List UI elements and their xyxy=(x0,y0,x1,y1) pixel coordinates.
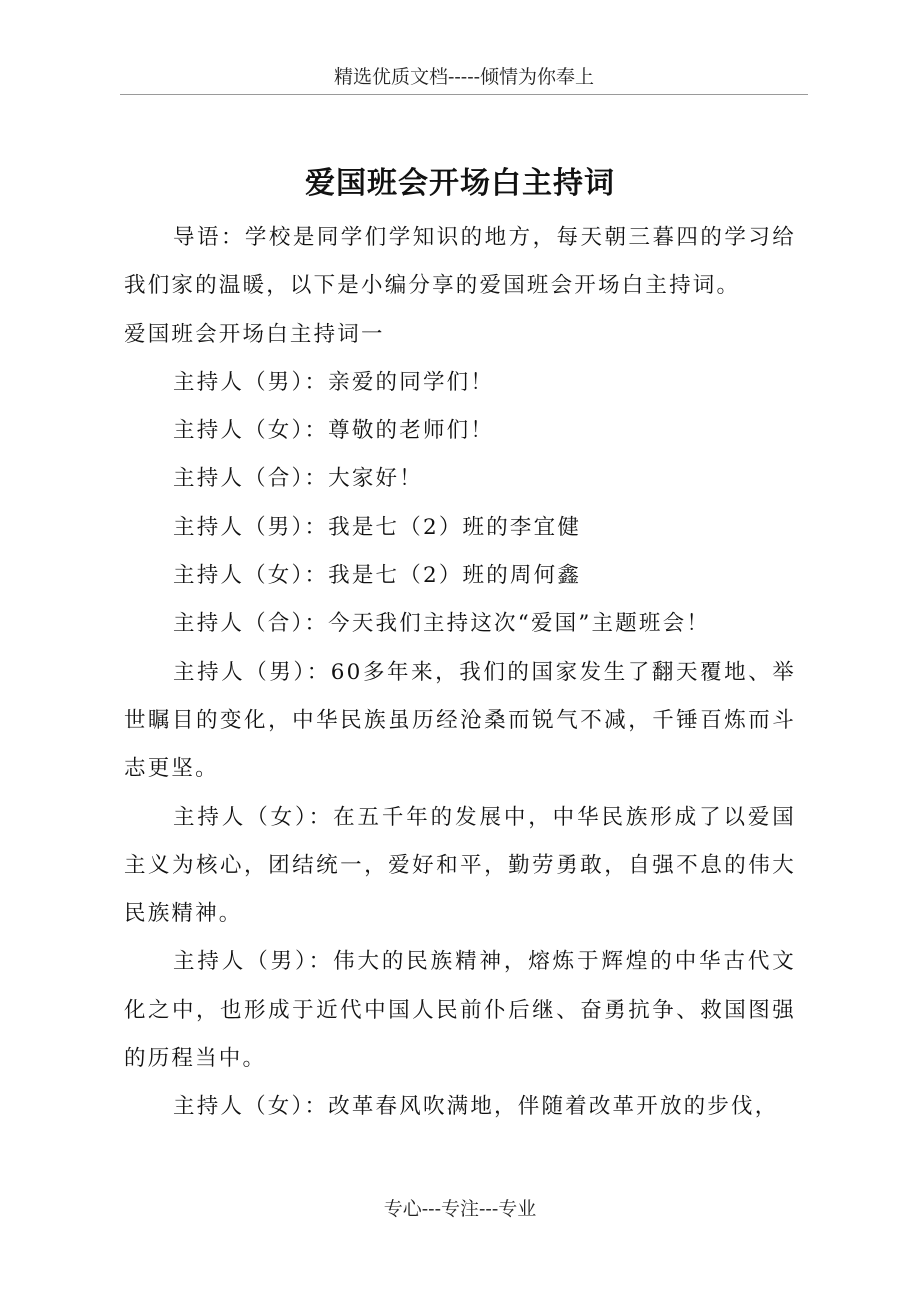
section-heading: 爱国班会开场白主持词一 xyxy=(124,321,385,347)
dialogue-line: 主持人（合）：今天我们主持这次“爱国”主题班会！ xyxy=(173,611,711,637)
dialogue-line: 主持人（男）：伟大的民族精神，熔炼于辉煌的中华古代文化之中，也形成于近代中国人民前仆后继、奋勇抗争、救国图强的历程当中。 xyxy=(124,949,796,1072)
dialogue-line: 主持人（女）：改革春风吹满地，伴随着改革开放的步伐， xyxy=(173,1094,779,1120)
dialogue-line: 主持人（女）：我是七（2）班的周何鑫 xyxy=(173,563,582,589)
header-text: 精选优质文档-----倾情为你奉上 xyxy=(333,66,595,88)
page-header xyxy=(120,62,808,95)
dialogue-line: 主持人（男）：我是七（2）班的李宜健 xyxy=(173,514,582,540)
document-title: 爱国班会开场白主持词 xyxy=(305,166,615,201)
page-footer xyxy=(0,1194,920,1224)
intro-paragraph: 导语：学校是同学们学知识的地方，每天朝三暮四的学习给我们家的温暖，以下是小编分享的爱国班会开场白主持词。 xyxy=(124,225,796,299)
dialogue-line: 主持人（男）：亲爱的同学们！ xyxy=(173,369,495,395)
dialogue-line: 主持人（女）：在五千年的发展中，中华民族形成了以爱国主义为核心，团结统一，爱好和平，勤劳勇敢，自强不息的伟大民族精神。 xyxy=(124,804,796,927)
footer-text: 专心---专注---专业 xyxy=(383,1198,537,1220)
document-body xyxy=(124,214,796,1132)
dialogue-line: 主持人（女）：尊敬的老师们！ xyxy=(173,418,495,444)
dialogue-line: 主持人（合）：大家好！ xyxy=(173,466,423,492)
dialogue-line: 主持人（男）：60多年来，我们的国家发生了翻天覆地、举世瞩目的变化，中华民族虽历经沧桑而锐气不减，千锤百炼而斗志更坚。 xyxy=(124,659,796,782)
